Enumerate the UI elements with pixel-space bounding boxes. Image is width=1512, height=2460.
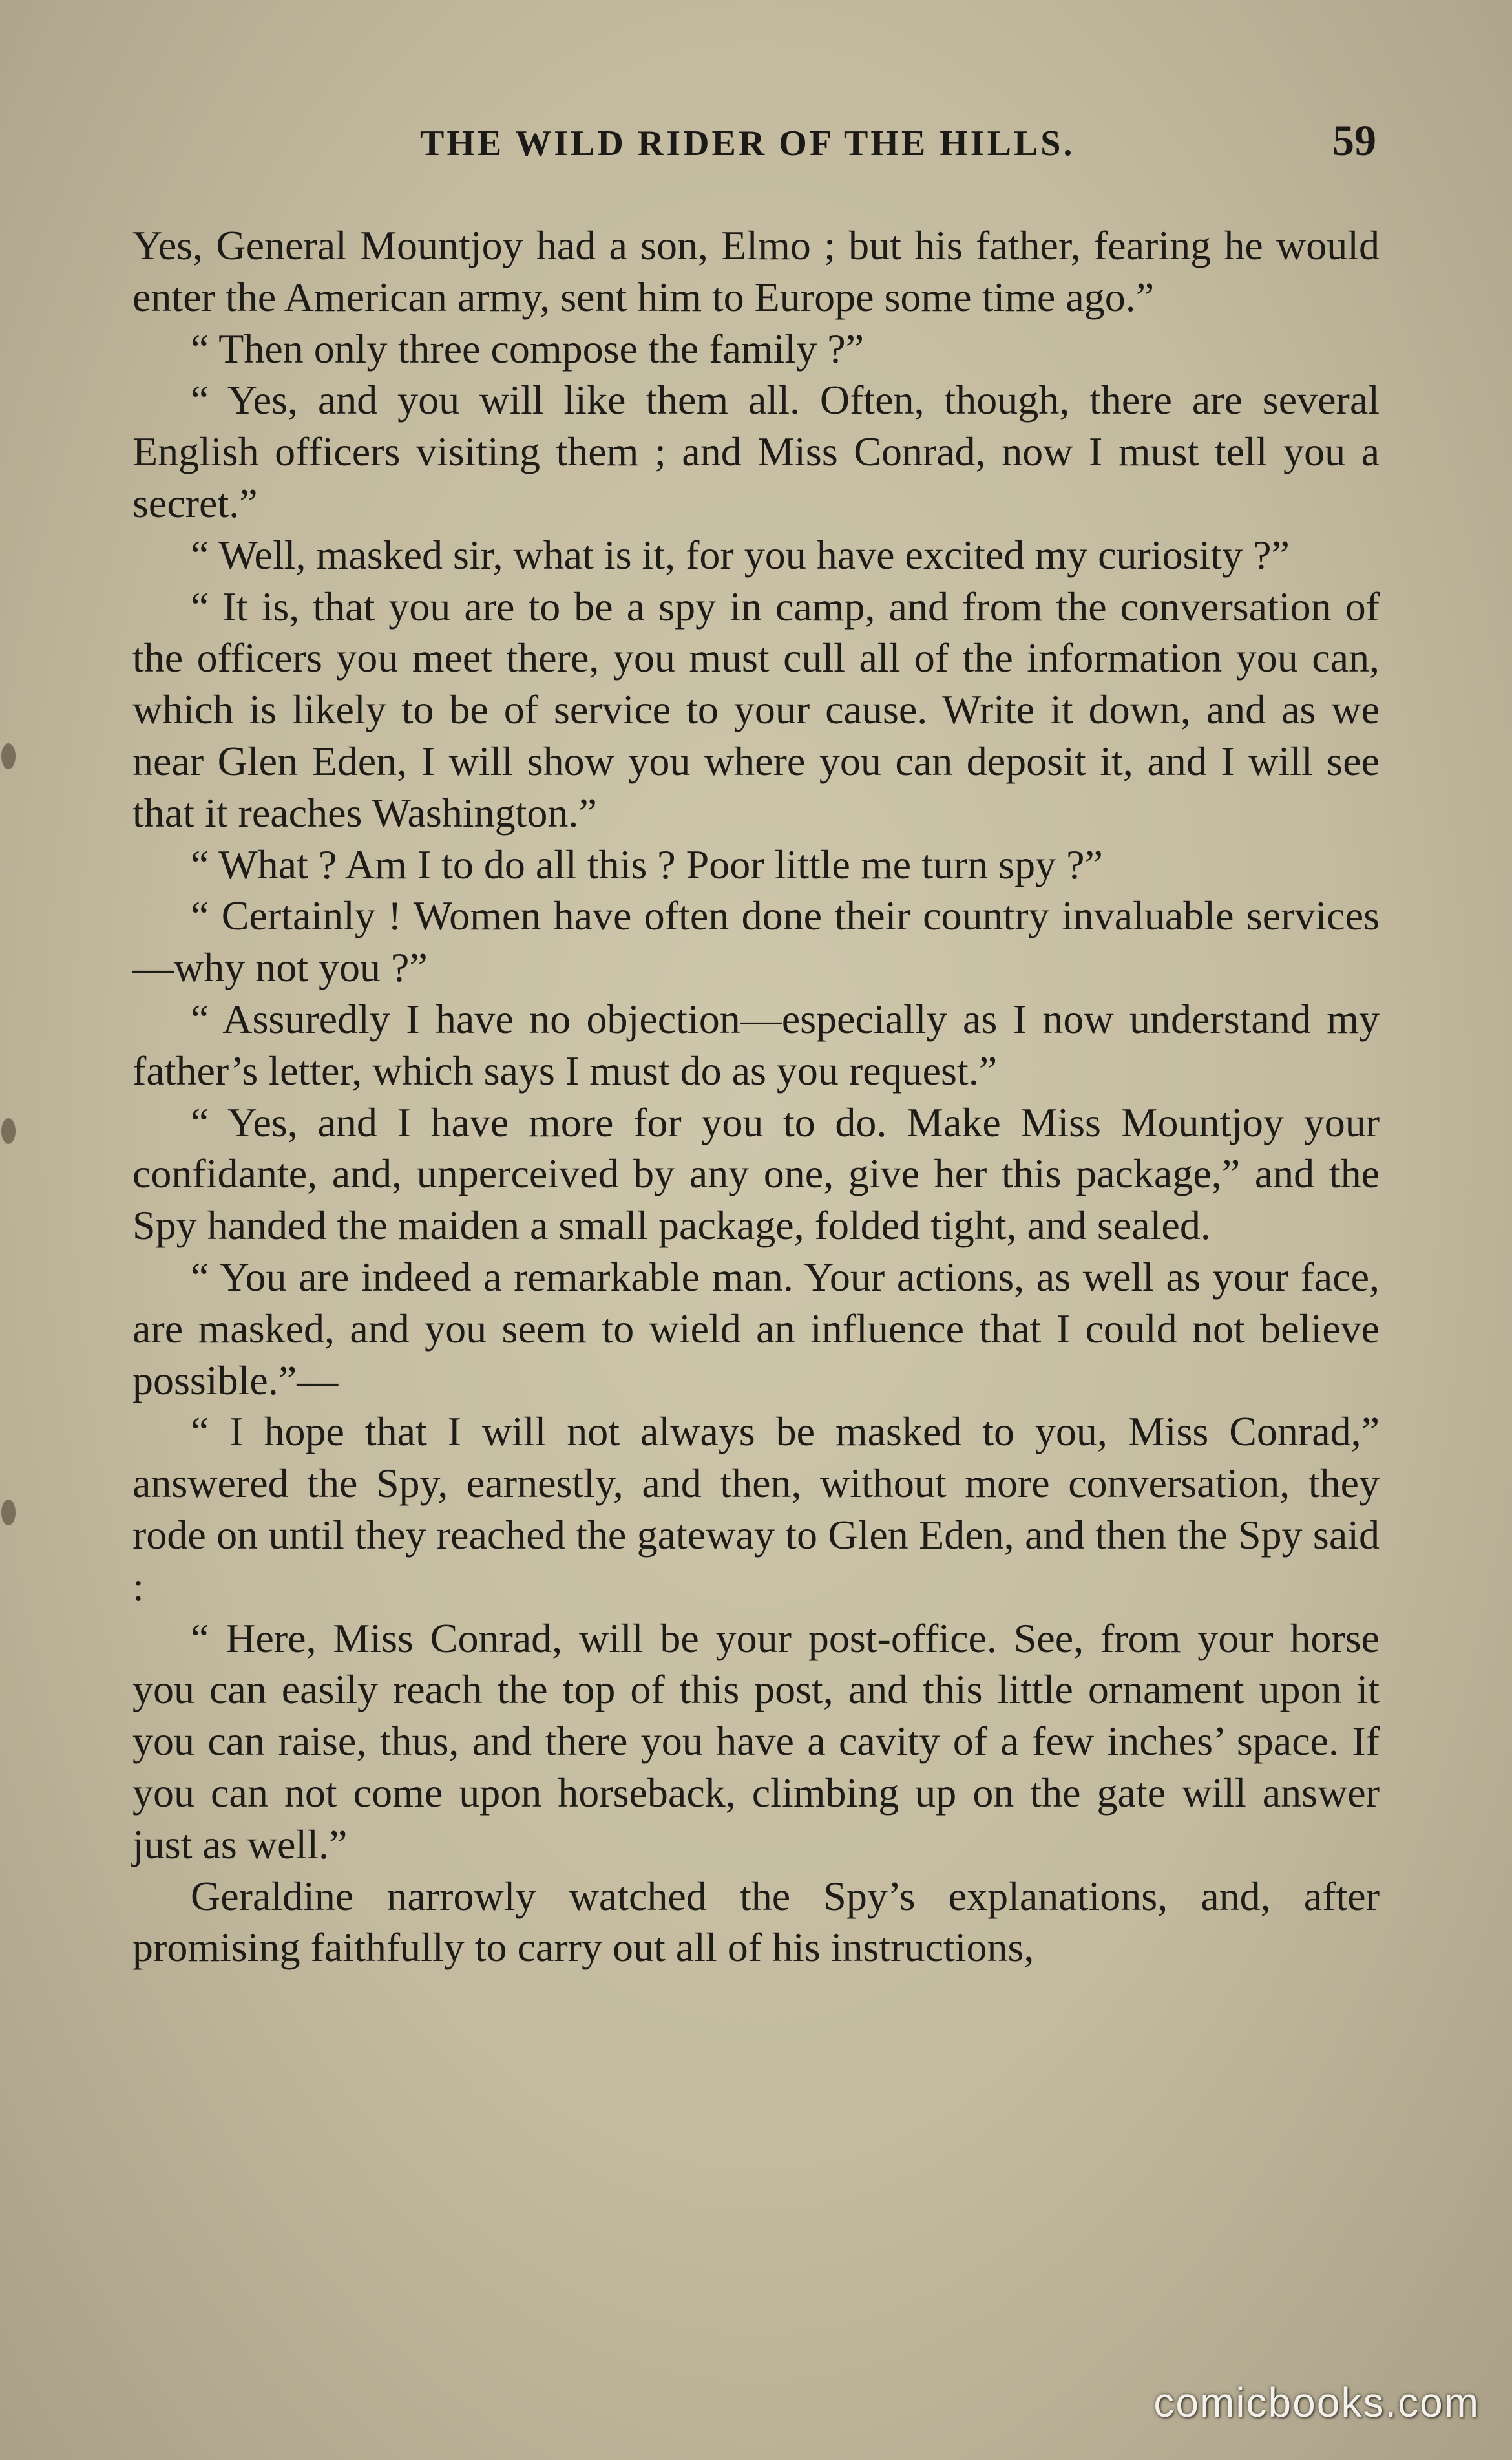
paragraph: “ I hope that I will not always be masked to you, Miss Conrad,” answered the Spy, earnestly, and then, without more conversation, they rode on until they reached the gateway to Glen Eden, and then the Spy said :: [132, 1408, 1380, 1609]
paragraph: Geraldine narrowly watched the Spy’s explanations, and, after promising faithfully to carry out all of his instructions,: [132, 1872, 1380, 1971]
paragraph: “ Here, Miss Conrad, will be your post-office. See, from your horse you can easily reach the top of this post, and this little ornament upon it you can raise, thus, and there you have a cavity of a few inches’ space. If you can not come upon horseback, climbing up on the gate will answer just as well.”: [132, 1615, 1380, 1867]
paragraph: “ It is, that you are to be a spy in camp, and from the conversation of the officers you meet there, you must cull all of the information you can, which is likely to be of service to your cause. Write it down, and as we near Glen Eden, I will show you where you can deposit it, and I will see that it reaches Washington.”: [132, 583, 1380, 836]
running-title: THE WILD RIDER OF THE HILLS.: [420, 123, 1075, 164]
paragraph: “ Then only three compose the family ?”: [191, 325, 864, 372]
paragraph: “ Well, masked sir, what is it, for you have excited my curiosity ?”: [191, 531, 1290, 578]
page-edge-damage: [1, 1118, 16, 1144]
body-text: [132, 220, 1380, 1973]
paragraph: “ Certainly ! Women have often done their country invaluable services—why not you ?”: [132, 893, 1380, 991]
page-header: [129, 110, 1383, 187]
page-edge-damage: [1, 743, 16, 769]
paragraph: “ What ? Am I to do all this ? Poor little me turn spy ?”: [191, 841, 1103, 887]
page-number: 59: [1332, 116, 1376, 165]
paragraph: “ Yes, and you will like them all. Often, though, there are several English officers visiting them ; and Miss Conrad, now I must tell you a secret.”: [132, 377, 1380, 526]
paragraph: “ Assuredly I have no objection—especially as I now understand my father’s letter, which says I must do as you request.”: [132, 995, 1380, 1094]
paragraph: “ You are indeed a remarkable man. Your actions, as well as your face, are masked, and you seem to wield an influence that I could not believe possible.”—: [132, 1253, 1380, 1403]
paragraph: Yes, General Mountjoy had a son, Elmo ; but his father, fearing he would enter the American army, sent him to Europe some time ago.”: [132, 222, 1380, 320]
paragraph: “ Yes, and I have more for you to do. Make Miss Mountjoy your confidante, and, unperceived by any one, give her this package,” and the Spy handed the maiden a small package, folded tight, and sealed.: [132, 1099, 1380, 1249]
page-edge-damage: [1, 1500, 16, 1525]
watermark: comicbooks.com: [1153, 2379, 1480, 2426]
